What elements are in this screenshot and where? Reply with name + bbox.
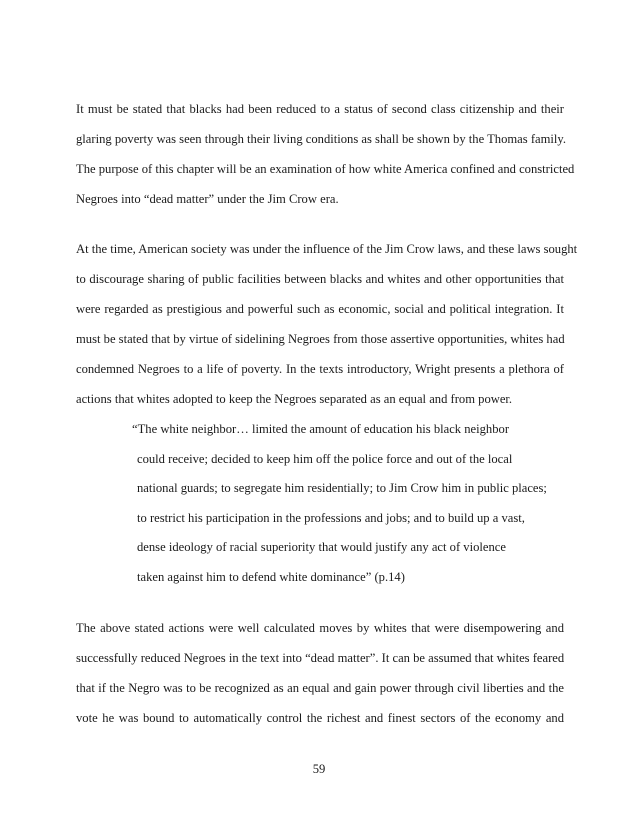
text-line: glaring poverty was seen through their living conditions as shall be shown by the Thomas family.: [76, 132, 567, 146]
text-line: actions that whites adopted to keep the Negroes separated as an equal and from power.: [76, 392, 513, 406]
text-line: must be stated that by virtue of sidelining Negroes from those assertive opportunities, whites had: [76, 332, 565, 346]
text-line: to discourage sharing of public facilities between blacks and whites and other opportunities that: [76, 272, 564, 286]
block-quote: [132, 415, 552, 593]
text-line: that if the Negro was to be recognized as an equal and gain power through civil liberties and the: [76, 681, 564, 695]
quote-line: national guards; to segregate him residentially; to Jim Crow him in public places;: [137, 481, 547, 496]
text-line: At the time, American society was under the influence of the Jim Crow laws, and these laws sought: [76, 242, 578, 256]
quote-line: could receive; decided to keep him off the police force and out of the local: [137, 451, 513, 466]
quote-line: to restrict his participation in the professions and jobs; and to build up a vast,: [137, 510, 525, 525]
text-line: condemned Negroes to a life of poverty. In the texts introductory, Wright presents a plethora of: [76, 362, 564, 376]
text-line: Negroes into “dead matter” under the Jim Crow era.: [76, 192, 339, 206]
quote-line: dense ideology of racial superiority that would justify any act of violence: [137, 540, 506, 555]
paragraph-2: [76, 234, 578, 414]
quote-line: “The white neighbor… limited the amount of education his black neighbor: [132, 422, 510, 436]
text-line: were regarded as prestigious and powerful such as economic, social and political integration. It: [76, 302, 564, 316]
text-line: The purpose of this chapter will be an examination of how white America confined and constricted: [76, 162, 575, 176]
paragraph-3: [76, 613, 564, 733]
paragraph-1: [76, 94, 575, 214]
text-line: The above stated actions were well calculated moves by whites that were disempowering and: [76, 621, 564, 635]
text-line: vote he was bound to automatically control the richest and finest sectors of the economy and: [76, 711, 564, 725]
text-line: It must be stated that blacks had been reduced to a status of second class citizenship and their: [76, 102, 564, 116]
page-number: 59: [312, 762, 326, 776]
text-line: successfully reduced Negroes in the text into “dead matter”. It can be assumed that whites feared: [76, 651, 565, 665]
quote-line: taken against him to defend white dominance” (p.14): [137, 569, 405, 584]
